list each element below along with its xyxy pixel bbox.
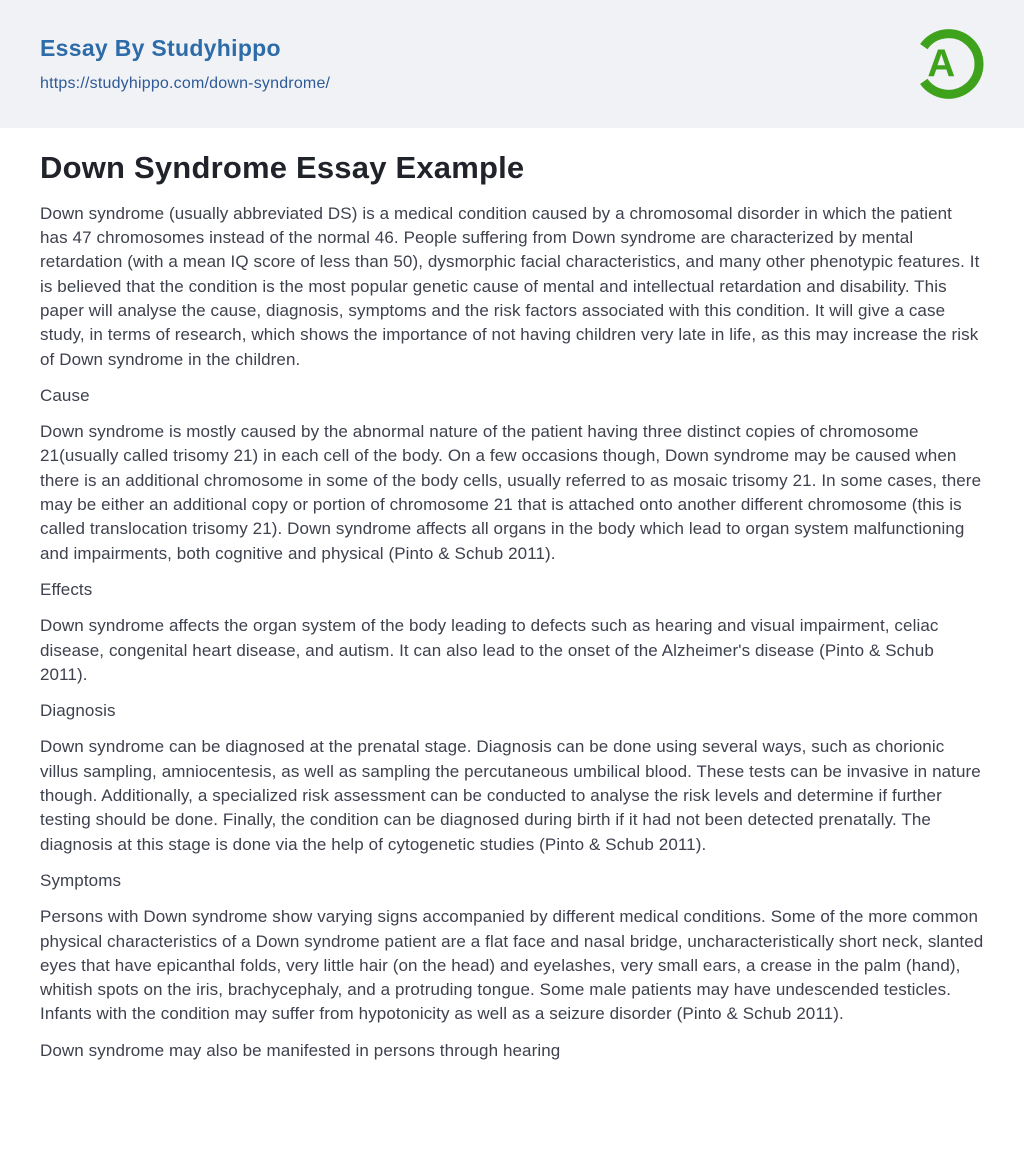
paragraph-cause: Down syndrome is mostly caused by the abnormal nature of the patient having three distinct copies of chromosome 21(usually called trisomy 21) in each cell of the body. On a few occasions though, Down syndrome may be caused when there is an additional chromosome in some of the body cells, usually referred to as mosaic trisomy 21. In some cases, there may be either an additional copy or portion of chromosome 21 that is attached onto another different chromosome (this is called translocation trisomy 21). Down syndrome affects all organs in the body which lead to organ system malfunctioning and impairments, both cognitive and physical (Pinto & Schub 2011). bbox=[40, 422, 982, 563]
page-header bbox=[0, 0, 1024, 128]
paragraph-symptoms: Persons with Down syndrome show varying signs accompanied by different medical conditions. Some of the more common physical characteristics of a Down syndrome patient are a flat face and nasal bridge, uncharacteristically short neck, slanted eyes that have epicanthal folds, very little hair (on the head) and eyelashes, very small ears, a crease in the palm (hand), whitish spots on the iris, brachycephaly, and a protruding tongue. Some male patients may have undescended testicles. Infants with the condition may suffer from hypotonicity as well as a seizure disorder (Pinto & Schub 2011). bbox=[40, 907, 984, 1024]
essay-content bbox=[0, 128, 1024, 1063]
section-heading-effects: Effects bbox=[40, 579, 93, 599]
studyhippo-logo bbox=[906, 22, 988, 106]
paragraph-effects: Down syndrome affects the organ system of the body leading to defects such as hearing and visual impairment, celiac disease, congenital heart disease, and autism. It can also lead to the onset of the Alzheimer's disease (Pinto & Schub 2011). bbox=[40, 616, 939, 684]
site-title: Essay By Studyhippo bbox=[40, 34, 281, 61]
logo-arc-icon bbox=[906, 22, 988, 106]
paragraph-intro: Down syndrome (usually abbreviated DS) is a medical condition caused by a chromosomal disorder in which the patient has 47 chromosomes instead of the normal 46. People suffering from Down syndrome are characterized by mental retardation (with a mean IQ score of less than 50), dysmorphic facial characteristics, and many other phenotypic features. It is believed that the condition is the most popular genetic cause of mental and intellectual retardation and disability. This paper will analyse the cause, diagnosis, symptoms and the risk factors associated with this condition. It will give a case study, in terms of research, which shows the importance of not having children very late in life, as this may increase the risk of Down syndrome in the children. bbox=[40, 203, 980, 369]
section-heading-cause: Cause bbox=[40, 385, 90, 405]
page-title: Down Syndrome Essay Example bbox=[40, 150, 525, 185]
section-heading-symptoms: Symptoms bbox=[40, 870, 122, 890]
essay-url-link[interactable]: https://studyhippo.com/down-syndrome/ bbox=[40, 75, 331, 93]
paragraph-symptoms-continued: Down syndrome may also be manifested in persons through hearing bbox=[40, 1040, 561, 1060]
paragraph-diagnosis: Down syndrome can be diagnosed at the prenatal stage. Diagnosis can be done using several ways, such as chorionic villus sampling, amniocentesis, as well as sampling the percutaneous umbilical blood. These tests can be invasive in nature though. Additionally, a specialized risk assessment can be conducted to analyse the risk levels and determine if further testing should be done. Finally, the condition can be diagnosed during birth if it had not been detected prenatally. The diagnosis at this stage is done via the help of cytogenetic studies (Pinto & Schub 2011). bbox=[40, 737, 981, 854]
header-text-block bbox=[40, 35, 330, 94]
logo-letter: A bbox=[927, 42, 956, 86]
section-heading-diagnosis: Diagnosis bbox=[40, 701, 116, 721]
